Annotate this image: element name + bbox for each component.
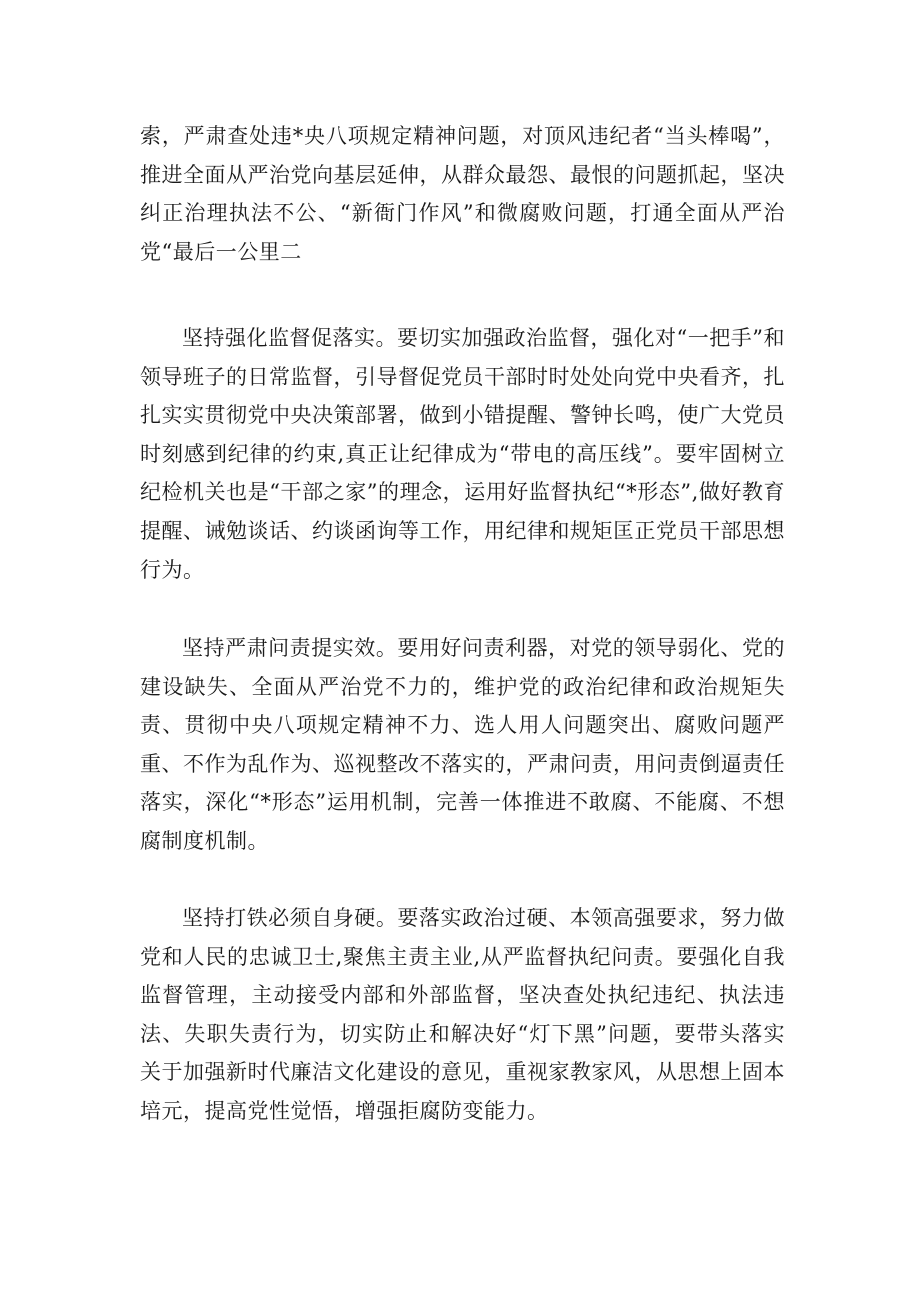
paragraph-continuation: 索，严肃查处违*央八项规定精神问题，对顶风违纪者“当头棒喝”，推进全面从严治党向基层延伸，从群众最怨、最恨的问题抓起，坚决纠正治理执法不公、“新衙门作风”和微腐败问题，打通全面从严治党“最后一公里二 <box>140 124 785 264</box>
paragraph-self-discipline: 坚持打铁必须自身硬。要落实政治过硬、本领高强要求，努力做党和人民的忠诚卫士,聚焦主责主业,从严监督执纪问责。要强化自我监督管理，主动接受内部和外部监督，坚决查处执纪违纪、执法违法、失职失责行为，切实防止和解决好“灯下黑”问题，要带头落实关于加强新时代廉洁文化建设的意见，重视家教家风，从思想上固本培元，提高党性觉悟，增强拒腐防变能力。 <box>140 906 785 1123</box>
paragraph-strengthen-supervision: 坚持强化监督促落实。要切实加强政治监督，强化对“一把手”和领导班子的日常监督，引导督促党员干部时时处处向党中央看齐，扎扎实实贯彻党中央决策部署，做到小错提醒、警钟长鸣，使广大党员时刻感到纪律的约束,真正让纪律成为“带电的高压线”。要牢固树立纪检机关也是“干部之家”的理念，运用好监督执纪“*形态”,做好教育提醒、诫勉谈话、约谈函询等工作，用纪律和规矩匡正党员干部思想行为。 <box>140 326 785 582</box>
paragraph-strict-accountability: 坚持严肃问责提实效。要用好问责利器，对党的领导弱化、党的建设缺失、全面从严治党不力的，维护党的政治纪律和政治规矩失责、贯彻中央八项规定精神不力、选人用人问题突出、腐败问题严重、不作为乱作为、巡视整改不落实的，严肃问责，用问责倒逼责任落实，深化“*形态”运用机制，完善一体推进不敢腐、不能腐、不想腐制度机制。 <box>140 636 785 853</box>
